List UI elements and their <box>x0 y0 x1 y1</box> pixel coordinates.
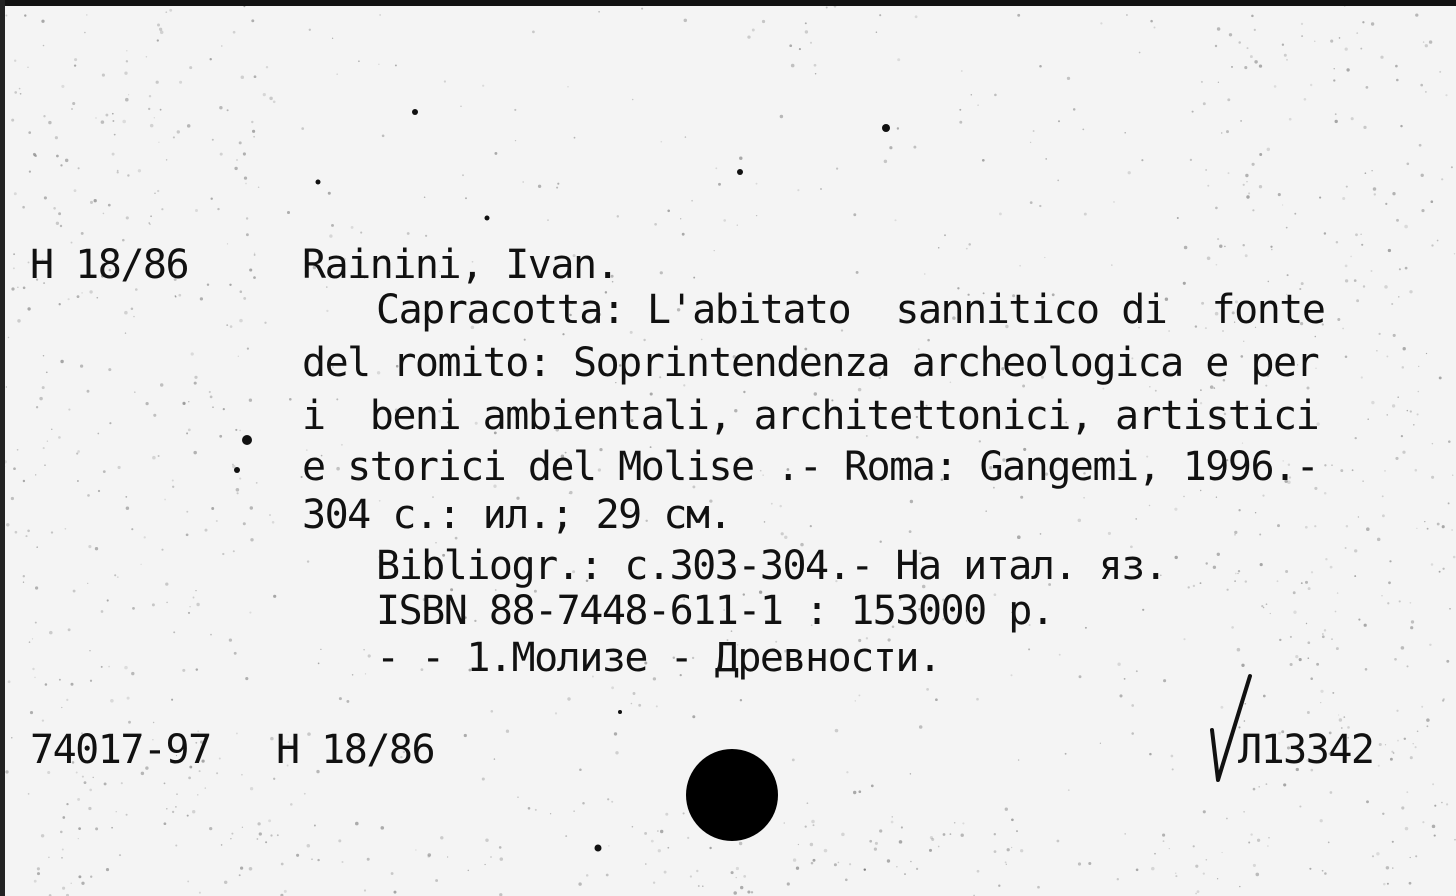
title-line-2: del romito: Soprintendenza archeologica e per <box>302 340 1319 386</box>
bibliography-note: Bibliogr.: c.303-304.- На итал. яз. <box>376 543 1167 589</box>
bottom-call-number: H 18/86 <box>276 727 435 773</box>
call-number: H 18/86 <box>30 242 189 288</box>
card-edge-left <box>0 0 5 896</box>
author-heading: Rainini, Ivan. <box>302 242 619 288</box>
accession-number: 74017-97 <box>30 727 211 773</box>
inventory-mark: Л13342 <box>1238 727 1374 773</box>
physical-description: 304 с.: ил.; 29 см. <box>302 492 732 538</box>
title-line-3: i beni ambientali, architettonici, artistici <box>302 393 1319 439</box>
punch-hole <box>686 749 778 841</box>
title-line-1: Capracotta: L'abitato sannitico di fonte <box>376 287 1325 333</box>
title-line-4: e storici del Molise .- Roma: Gangemi, 1996.- <box>302 444 1319 490</box>
subject-heading: - - 1.Молизе - Древности. <box>376 635 941 681</box>
card-edge-top <box>0 0 1456 6</box>
isbn-price: ISBN 88-7448-611-1 : 153000 р. <box>376 588 1054 634</box>
